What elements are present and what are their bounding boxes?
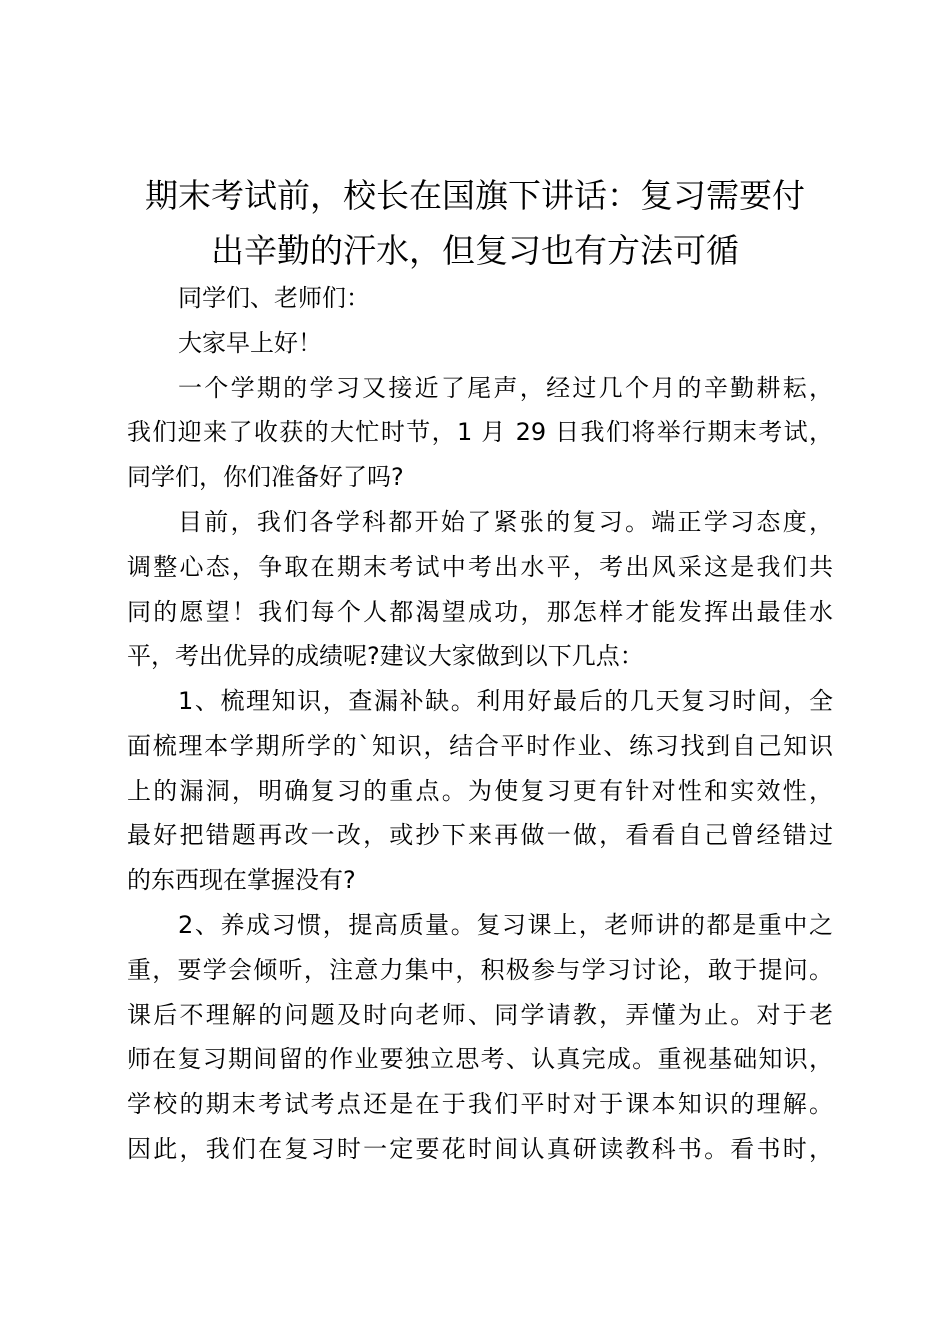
paragraph-line: 目前，我们各学科都开始了紧张的复习。端正学习态度， xyxy=(178,508,833,536)
paragraph-line: 面梳理本学期所学的`知识，结合平时作业、练习找到自己知识 xyxy=(127,732,833,760)
paragraph-line: 的东西现在掌握没有? xyxy=(127,866,356,894)
paragraph-line: 一个学期的学习又接近了尾声，经过几个月的辛勤耕耘， xyxy=(178,374,833,402)
paragraph-line: 1、梳理知识，查漏补缺。利用好最后的几天复习时间，全 xyxy=(178,687,833,715)
paragraph-line: 因此，我们在复习时一定要花时间认真研读教科书。看书时， xyxy=(127,1135,833,1163)
paragraph-line: 我们迎来了收获的大忙时节，1 月 29 日我们将举行期末考试， xyxy=(127,418,833,446)
paragraph-line: 调整心态，争取在期末考试中考出水平，考出风采这是我们共 xyxy=(127,553,833,581)
title-line-2: 出辛勤的汗水，但复习也有方法可循 xyxy=(211,231,739,270)
salutation-line: 同学们、老师们： xyxy=(178,284,370,312)
paragraph-line: 学校的期末考试考点还是在于我们平时对于课本知识的理解。 xyxy=(127,1090,833,1118)
paragraph-line: 同学们，你们准备好了吗? xyxy=(127,463,404,491)
paragraph-line: 平，考出优异的成绩呢?建议大家做到以下几点： xyxy=(127,642,644,670)
paragraph-line: 最好把错题再改一改，或抄下来再做一做，看看自己曾经错过 xyxy=(127,821,833,849)
paragraph-line: 师在复习期间留的作业要独立思考、认真完成。重视基础知识， xyxy=(127,1045,833,1073)
greeting-line: 大家早上好！ xyxy=(178,329,322,357)
title-line-1: 期末考试前，校长在国旗下讲话：复习需要付 xyxy=(145,176,805,215)
paragraph-line: 同的愿望！我们每个人都渴望成功，那怎样才能发挥出最佳水 xyxy=(127,598,833,626)
paragraph-line: 上的漏洞，明确复习的重点。为使复习更有针对性和实效性， xyxy=(127,777,833,805)
document-title xyxy=(118,168,832,278)
paragraph-line: 课后不理解的问题及时向老师、同学请教，弄懂为止。对于老 xyxy=(127,1001,833,1029)
paragraph-line: 2、养成习惯，提高质量。复习课上，老师讲的都是重中之 xyxy=(178,911,833,939)
paragraph-line: 重，要学会倾听，注意力集中，积极参与学习讨论，敢于提问。 xyxy=(127,956,833,984)
